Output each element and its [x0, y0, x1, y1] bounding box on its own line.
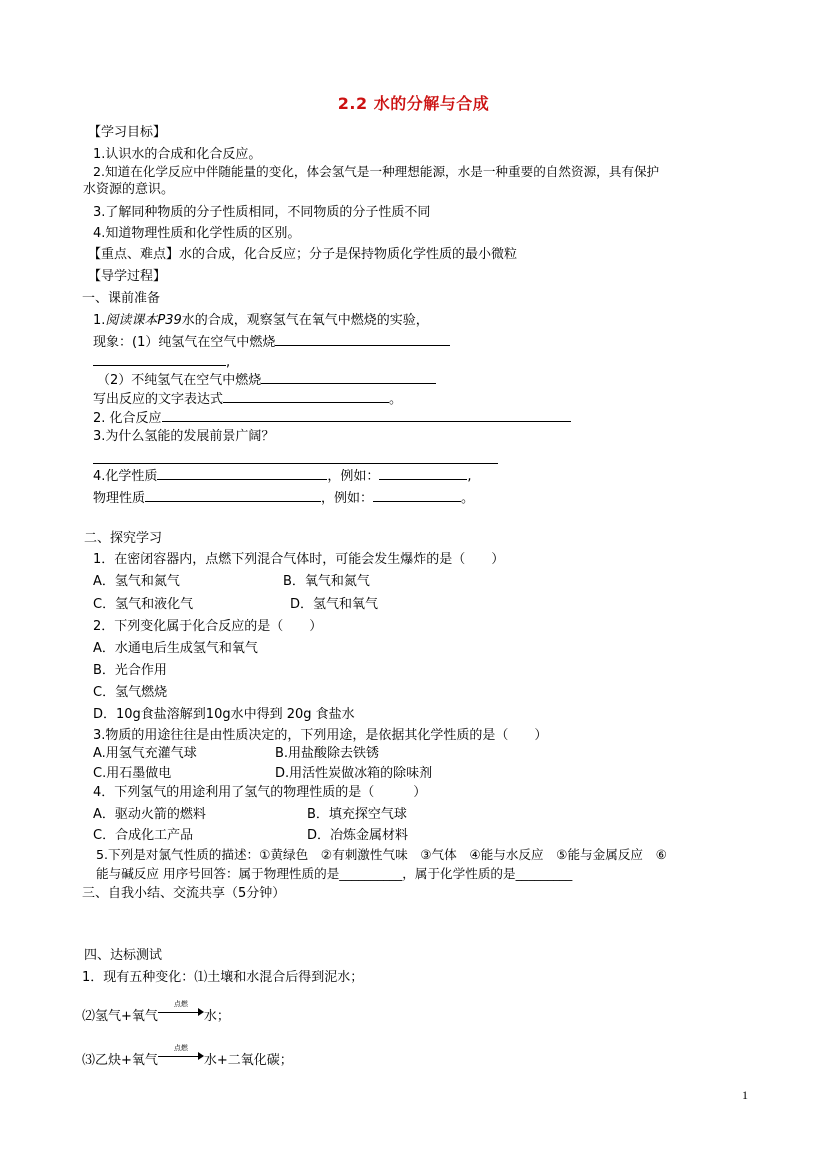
q3-option-d: D.用活性炭做冰箱的除味剂: [275, 766, 433, 781]
observation-line: [93, 332, 450, 352]
q4-option-c: C．合成化工产品: [93, 828, 194, 843]
answer-blank-pure-hydrogen-cont[interactable]: [93, 352, 226, 366]
test-item-3-products: 水+二氧化碳；: [203, 1053, 293, 1068]
question-4: 4．下列氢气的用途利用了氢气的物理性质的是（ ）: [93, 785, 427, 800]
question-5-line-1: 5.下列是对氯气性质的描述：①黄绿色 ②有刺激性气味 ③气体 ④能与水反应 ⑤能与金属反应 ⑥: [96, 847, 667, 862]
answer-blank-chem-example[interactable]: [379, 466, 467, 480]
q2-option-d: D．10g食盐溶解到10g水中得到 20g 食盐水: [93, 707, 355, 722]
q1-option-b: B．氧气和氮气: [283, 574, 370, 589]
test-item-3: [82, 1044, 293, 1070]
key-points: 【重点、难点】水的合成，化合反应；分子是保持物质化学性质的最小微粒: [88, 247, 518, 262]
combination-reaction-label: 2. 化合反应: [93, 411, 162, 426]
answer-blank-hydrogen-energy[interactable]: [93, 463, 498, 464]
q1-option-c: C．氢气和液化气: [93, 597, 194, 612]
impure-hydrogen-label: （2）不纯氢气在空气中燃烧: [97, 373, 262, 388]
page-title: 2.2 水的分解与合成: [337, 94, 490, 113]
question-1: 1．在密闭容器内，点燃下列混合气体时，可能会发生爆炸的是（ ）: [93, 552, 505, 567]
answer-blank-impure-hydrogen[interactable]: [261, 370, 436, 384]
q2-option-c: C．氢气燃烧: [93, 685, 168, 700]
q3-option-c: C.用石墨做电: [93, 766, 172, 781]
section-3-heading: 三、自我小结、交流共享（5分钟）: [82, 886, 286, 901]
answer-blank-phys-property[interactable]: [145, 488, 321, 502]
q4-option-d: D．冶炼金属材料: [307, 828, 409, 843]
section-2-heading: 二、探究学习: [84, 531, 163, 546]
test-item-2-products: 水；: [203, 1009, 230, 1024]
goal-4: 4.知道物理性质和化学性质的区别。: [93, 226, 301, 241]
answer-blank-combination-reaction[interactable]: [162, 408, 571, 422]
section-4-heading: 四、达标测试: [84, 948, 163, 963]
goal-2-line-1: 2.知道在化学反应中伴随能量的变化，体会氢气是一种理想能源，水是一种重要的自然资源，具有保护: [93, 164, 660, 179]
question-3: 3.物质的用途往往是由性质决定的，下列用途，是依据其化学性质的是（ ）: [93, 728, 548, 743]
prep-item-1-number: 1.: [93, 313, 106, 328]
q2-option-b: B．光合作用: [93, 663, 167, 678]
expression-line: [93, 389, 402, 409]
q2-option-a: A．水通电后生成氢气和氧气: [93, 641, 258, 656]
question-2: 2．下列变化属于化合反应的是（ ）: [93, 619, 323, 634]
q4-option-b: B．填充探空气球: [307, 807, 407, 822]
observation-label: 现象：(1）纯氢气在空气中燃烧: [93, 335, 276, 350]
chem-example-label: ，例如：: [327, 469, 380, 484]
answer-blank-expression[interactable]: [223, 389, 389, 403]
observation-continued: [93, 352, 230, 372]
reaction-condition: 点燃: [173, 1000, 188, 1008]
question-5-line-2: 能与碱反应 用序号回答：属于物理性质的是__________，属于化学性质的是_________: [96, 866, 573, 881]
prep-item-2: [93, 408, 571, 428]
expression-label: 写出反应的文字表达式: [93, 392, 224, 407]
q4-option-a: A．驱动火箭的燃料: [93, 807, 206, 822]
goal-1: 1.认识水的合成和化合反应。: [93, 147, 262, 162]
answer-blank-phys-example[interactable]: [373, 488, 461, 502]
prep-item-1-text: 水的合成，观察氢气在氧气中燃烧的实验，: [181, 313, 429, 328]
goal-2-line-2: 水资源的意识。: [83, 182, 175, 197]
q3-option-b: B.用盐酸除去铁锈: [275, 746, 380, 761]
answer-blank-chem-property[interactable]: [157, 466, 327, 480]
reaction-condition: 点燃: [173, 1044, 188, 1052]
answer-blank-pure-hydrogen[interactable]: [275, 332, 450, 346]
q3-option-a: A.用氢气充灌气球: [93, 746, 197, 761]
chem-property-line: [93, 466, 472, 486]
reaction-arrow-icon: [158, 1044, 204, 1064]
expression-period: 。: [389, 392, 403, 407]
heading-learning-goals: 【学习目标】: [88, 125, 167, 140]
reaction-arrow-icon: [158, 1000, 204, 1020]
phys-example-label: ，例如：: [321, 491, 374, 506]
test-item-2-reactants: ⑵氢气+氧气: [82, 1009, 158, 1024]
prep-item-1-textbook-ref: 阅读课本P39: [105, 313, 182, 328]
test-item-2: [82, 1000, 230, 1026]
heading-process: 【导学过程】: [88, 269, 167, 284]
chem-comma: ,: [467, 469, 472, 484]
phys-property-label: 物理性质: [93, 491, 146, 506]
page-number: 1: [742, 1088, 748, 1102]
test-item-1: 1．现有五种变化：⑴土壤和水混合后得到泥水；: [82, 970, 364, 985]
phys-period: 。: [461, 491, 475, 506]
prep-item-1: [93, 312, 429, 330]
impure-hydrogen-line: [97, 370, 436, 390]
test-item-3-reactants: ⑶乙炔+氧气: [82, 1053, 158, 1068]
goal-3: 3.了解同种物质的分子性质相同，不同物质的分子性质不同: [93, 205, 431, 220]
chem-property-label: 4.化学性质: [93, 469, 158, 484]
q1-option-a: A．氢气和氮气: [93, 574, 180, 589]
phys-property-line: [93, 488, 474, 508]
prep-item-3: 3.为什么氢能的发展前景广阔？: [93, 429, 275, 444]
q1-option-d: D．氢气和氧气: [290, 597, 379, 612]
section-1-heading: 一、课前准备: [82, 291, 161, 306]
observation-comma: ,: [226, 355, 231, 370]
